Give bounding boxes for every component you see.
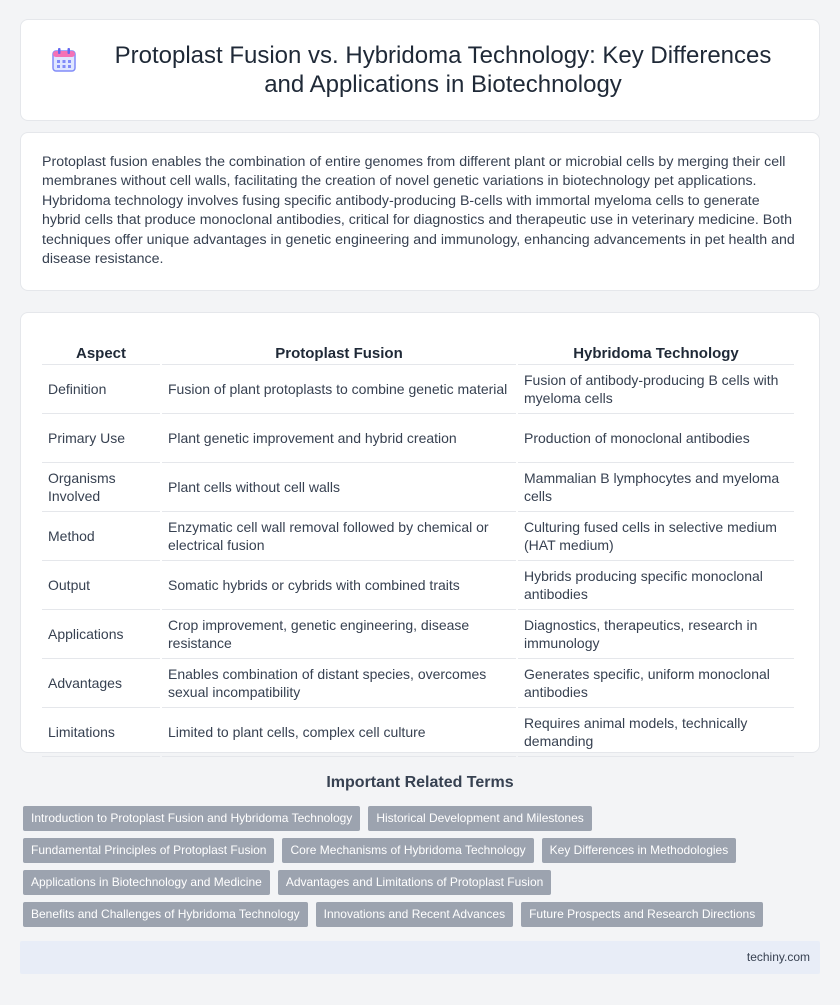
cell-protoplast: Crop improvement, genetic engineering, disease resistance	[162, 610, 516, 659]
table-row	[42, 659, 794, 708]
cell-hybridoma: Mammalian B lymphocytes and myeloma cells	[518, 463, 794, 512]
table-row	[42, 512, 794, 561]
cell-aspect: Primary Use	[42, 414, 160, 463]
table-row	[42, 414, 794, 463]
table-row	[42, 365, 794, 414]
related-term-tag[interactable]: Key Differences in Methodologies	[542, 838, 737, 863]
related-term-tag[interactable]: Historical Development and Milestones	[368, 806, 591, 831]
cell-protoplast: Limited to plant cells, complex cell culture	[162, 708, 516, 757]
title-card	[20, 19, 820, 121]
cell-hybridoma: Fusion of antibody-producing B cells with myeloma cells	[518, 365, 794, 414]
page-title: Protoplast Fusion vs. Hybridoma Technology: Key Differences and Applications in Biotechnology	[114, 42, 772, 98]
cell-aspect: Applications	[42, 610, 160, 659]
related-terms-list	[23, 806, 823, 934]
cell-protoplast: Enables combination of distant species, overcomes sexual incompatibility	[162, 659, 516, 708]
summary-text: Protoplast fusion enables the combination of entire genomes from different plant or microbial cells by merging their cell membranes without cell walls, facilitating the creation of novel genetic variations in biotechnology pet applications. Hybridoma technology involves fusing specific antibody-producing B-cells with immortal myeloma cells to generate hybrid cells that produce monoclonal antibodies, critical for diagnostics and therapeutic use in veterinary medicine. Both techniques offer unique advantages in genetic engineering and immunology, enhancing advancements in pet health and disease resistance.	[42, 154, 795, 268]
tag-row	[23, 902, 823, 927]
tag-row	[23, 870, 823, 895]
comparison-card	[20, 312, 820, 753]
cell-aspect: Limitations	[42, 708, 160, 757]
table-row	[42, 610, 794, 659]
table-row	[42, 463, 794, 512]
cell-hybridoma: Diagnostics, therapeutics, research in immunology	[518, 610, 794, 659]
related-terms-title: Important Related Terms	[326, 774, 514, 791]
cell-protoplast: Somatic hybrids or cybrids with combined traits	[162, 561, 516, 610]
cell-protoplast: Enzymatic cell wall removal followed by chemical or electrical fusion	[162, 512, 516, 561]
header-aspect: Aspect	[42, 333, 160, 365]
cell-protoplast: Plant cells without cell walls	[162, 463, 516, 512]
footer	[20, 941, 820, 974]
summary-card	[20, 132, 820, 291]
cell-hybridoma: Requires animal models, technically demanding	[518, 708, 794, 757]
related-term-tag[interactable]: Innovations and Recent Advances	[316, 902, 513, 927]
related-term-tag[interactable]: Fundamental Principles of Protoplast Fusion	[23, 838, 274, 863]
footer-site[interactable]: techiny.com	[746, 950, 810, 964]
cell-aspect: Definition	[42, 365, 160, 414]
table-row	[42, 708, 794, 757]
cell-aspect: Advantages	[42, 659, 160, 708]
related-term-tag[interactable]: Introduction to Protoplast Fusion and Hybridoma Technology	[23, 806, 360, 831]
cell-hybridoma: Hybrids producing specific monoclonal antibodies	[518, 561, 794, 610]
related-term-tag[interactable]: Applications in Biotechnology and Medicine	[23, 870, 270, 895]
related-term-tag[interactable]: Core Mechanisms of Hybridoma Technology	[282, 838, 533, 863]
cell-aspect: Output	[42, 561, 160, 610]
related-term-tag[interactable]: Benefits and Challenges of Hybridoma Technology	[23, 902, 308, 927]
related-term-tag[interactable]: Future Prospects and Research Directions	[521, 902, 763, 927]
table-row	[42, 561, 794, 610]
title-wrap	[51, 41, 789, 99]
cell-protoplast: Fusion of plant protoplasts to combine genetic material	[162, 365, 516, 414]
cell-hybridoma: Production of monoclonal antibodies	[518, 414, 794, 463]
table-header-row	[42, 333, 794, 365]
cell-aspect: Method	[42, 512, 160, 561]
cell-aspect: Organisms Involved	[42, 463, 160, 512]
cell-hybridoma: Generates specific, uniform monoclonal antibodies	[518, 659, 794, 708]
calendar-icon	[51, 47, 77, 73]
header-hybridoma-technology: Hybridoma Technology	[518, 333, 794, 365]
related-term-tag[interactable]: Advantages and Limitations of Protoplast Fusion	[278, 870, 551, 895]
header-protoplast-fusion: Protoplast Fusion	[162, 333, 516, 365]
cell-hybridoma: Culturing fused cells in selective medium (HAT medium)	[518, 512, 794, 561]
cell-protoplast: Plant genetic improvement and hybrid creation	[162, 414, 516, 463]
comparison-table	[40, 333, 796, 757]
tag-row	[23, 806, 823, 831]
tag-row	[23, 838, 823, 863]
